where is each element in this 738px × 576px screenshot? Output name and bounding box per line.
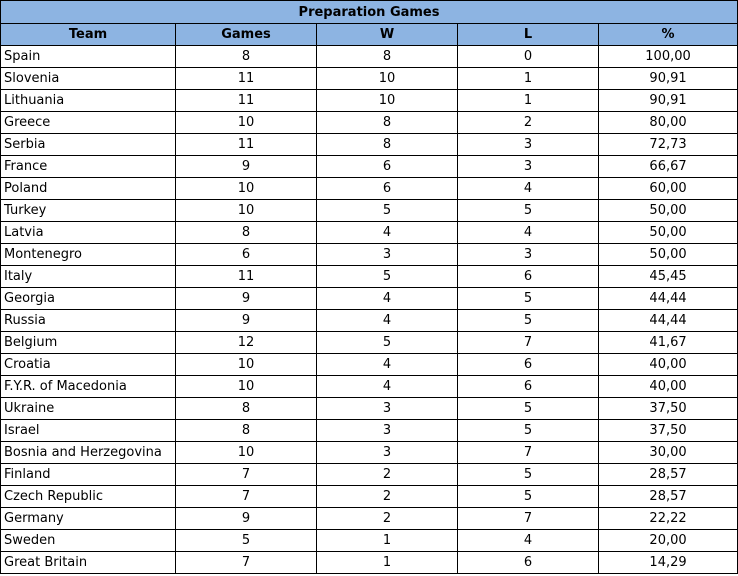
table-row: [1, 90, 738, 112]
wins-cell[interactable]: 1: [317, 552, 458, 574]
losses-cell[interactable]: 1: [458, 68, 599, 90]
losses-cell[interactable]: 5: [458, 420, 599, 442]
wins-cell[interactable]: 1: [317, 530, 458, 552]
losses-cell[interactable]: 3: [458, 244, 599, 266]
table-row: [1, 552, 738, 574]
percent-cell[interactable]: 50,00: [599, 222, 738, 244]
percent-cell[interactable]: 28,57: [599, 464, 738, 486]
wins-cell[interactable]: 8: [317, 134, 458, 156]
percent-cell[interactable]: 90,91: [599, 68, 738, 90]
table-row: [1, 354, 738, 376]
wins-cell[interactable]: 4: [317, 376, 458, 398]
table-row: [1, 486, 738, 508]
losses-cell[interactable]: 3: [458, 134, 599, 156]
games-cell[interactable]: 11: [176, 68, 317, 90]
games-cell[interactable]: 7: [176, 486, 317, 508]
column-header-losses[interactable]: L: [458, 24, 599, 46]
games-cell[interactable]: 10: [176, 376, 317, 398]
losses-cell[interactable]: 6: [458, 376, 599, 398]
wins-cell[interactable]: 6: [317, 156, 458, 178]
games-cell[interactable]: 9: [176, 288, 317, 310]
team-cell[interactable]: Sweden: [1, 530, 176, 552]
team-cell[interactable]: Bosnia and Herzegovina: [1, 442, 176, 464]
games-cell[interactable]: 11: [176, 266, 317, 288]
losses-cell[interactable]: 5: [458, 464, 599, 486]
percent-cell[interactable]: 66,67: [599, 156, 738, 178]
team-cell[interactable]: Italy: [1, 266, 176, 288]
games-cell[interactable]: 9: [176, 310, 317, 332]
games-cell[interactable]: 5: [176, 530, 317, 552]
percent-cell[interactable]: 40,00: [599, 376, 738, 398]
table-row: [1, 376, 738, 398]
column-header-team[interactable]: Team: [1, 24, 176, 46]
wins-cell[interactable]: 4: [317, 222, 458, 244]
losses-cell[interactable]: 3: [458, 156, 599, 178]
team-cell[interactable]: Ukraine: [1, 398, 176, 420]
team-cell[interactable]: Finland: [1, 464, 176, 486]
games-cell[interactable]: 11: [176, 90, 317, 112]
games-cell[interactable]: 11: [176, 134, 317, 156]
wins-cell[interactable]: 4: [317, 354, 458, 376]
table-row: [1, 530, 738, 552]
wins-cell[interactable]: 2: [317, 508, 458, 530]
table-row: [1, 442, 738, 464]
percent-cell[interactable]: 22,22: [599, 508, 738, 530]
wins-cell[interactable]: 6: [317, 178, 458, 200]
team-cell[interactable]: F.Y.R. of Macedonia: [1, 376, 176, 398]
percent-cell[interactable]: 37,50: [599, 398, 738, 420]
wins-cell[interactable]: 2: [317, 486, 458, 508]
losses-cell[interactable]: 6: [458, 552, 599, 574]
games-cell[interactable]: 8: [176, 222, 317, 244]
table-row: [1, 112, 738, 134]
table-row: [1, 288, 738, 310]
table-row: [1, 508, 738, 530]
losses-cell[interactable]: 0: [458, 46, 599, 68]
losses-cell[interactable]: 5: [458, 486, 599, 508]
table-body: [1, 46, 738, 574]
team-cell[interactable]: Great Britain: [1, 552, 176, 574]
wins-cell[interactable]: 10: [317, 68, 458, 90]
games-cell[interactable]: 8: [176, 46, 317, 68]
table-row: [1, 398, 738, 420]
wins-cell[interactable]: 2: [317, 464, 458, 486]
games-cell[interactable]: 9: [176, 508, 317, 530]
percent-cell[interactable]: 50,00: [599, 244, 738, 266]
table-title[interactable]: Preparation Games: [1, 1, 738, 24]
team-cell[interactable]: Poland: [1, 178, 176, 200]
table-row: [1, 266, 738, 288]
losses-cell[interactable]: 4: [458, 178, 599, 200]
team-cell[interactable]: Germany: [1, 508, 176, 530]
wins-cell[interactable]: 3: [317, 420, 458, 442]
percent-cell[interactable]: 37,50: [599, 420, 738, 442]
games-cell[interactable]: 10: [176, 200, 317, 222]
percent-cell[interactable]: 41,67: [599, 332, 738, 354]
team-cell[interactable]: Slovenia: [1, 68, 176, 90]
losses-cell[interactable]: 7: [458, 332, 599, 354]
table-row: [1, 200, 738, 222]
team-cell[interactable]: Montenegro: [1, 244, 176, 266]
percent-cell[interactable]: 50,00: [599, 200, 738, 222]
losses-cell[interactable]: 1: [458, 90, 599, 112]
wins-cell[interactable]: 8: [317, 46, 458, 68]
wins-cell[interactable]: 3: [317, 442, 458, 464]
percent-cell[interactable]: 80,00: [599, 112, 738, 134]
losses-cell[interactable]: 7: [458, 442, 599, 464]
team-cell[interactable]: Greece: [1, 112, 176, 134]
team-cell[interactable]: Lithuania: [1, 90, 176, 112]
team-cell[interactable]: Georgia: [1, 288, 176, 310]
wins-cell[interactable]: 3: [317, 244, 458, 266]
percent-cell[interactable]: 60,00: [599, 178, 738, 200]
games-cell[interactable]: 7: [176, 464, 317, 486]
games-cell[interactable]: 9: [176, 156, 317, 178]
losses-cell[interactable]: 6: [458, 266, 599, 288]
games-cell[interactable]: 12: [176, 332, 317, 354]
percent-cell[interactable]: 90,91: [599, 90, 738, 112]
team-cell[interactable]: Croatia: [1, 354, 176, 376]
losses-cell[interactable]: 2: [458, 112, 599, 134]
percent-cell[interactable]: 44,44: [599, 288, 738, 310]
table-row: [1, 244, 738, 266]
table-row: [1, 134, 738, 156]
table-row: [1, 310, 738, 332]
team-cell[interactable]: Serbia: [1, 134, 176, 156]
percent-cell[interactable]: 45,45: [599, 266, 738, 288]
table-row: [1, 332, 738, 354]
team-cell[interactable]: Russia: [1, 310, 176, 332]
table-row: [1, 68, 738, 90]
losses-cell[interactable]: 4: [458, 530, 599, 552]
percent-cell[interactable]: 40,00: [599, 354, 738, 376]
table-row: [1, 156, 738, 178]
games-cell[interactable]: 8: [176, 420, 317, 442]
losses-cell[interactable]: 4: [458, 222, 599, 244]
games-cell[interactable]: 8: [176, 398, 317, 420]
table-row: [1, 178, 738, 200]
percent-cell[interactable]: 72,73: [599, 134, 738, 156]
games-cell[interactable]: 10: [176, 442, 317, 464]
team-cell[interactable]: Spain: [1, 46, 176, 68]
wins-cell[interactable]: 8: [317, 112, 458, 134]
header-row: [1, 24, 738, 46]
percent-cell[interactable]: 28,57: [599, 486, 738, 508]
wins-cell[interactable]: 5: [317, 266, 458, 288]
team-cell[interactable]: Israel: [1, 420, 176, 442]
games-cell[interactable]: 10: [176, 178, 317, 200]
percent-cell[interactable]: 44,44: [599, 310, 738, 332]
games-cell[interactable]: 7: [176, 552, 317, 574]
wins-cell[interactable]: 3: [317, 398, 458, 420]
percent-cell[interactable]: 100,00: [599, 46, 738, 68]
losses-cell[interactable]: 5: [458, 200, 599, 222]
percent-cell[interactable]: 20,00: [599, 530, 738, 552]
losses-cell[interactable]: 5: [458, 398, 599, 420]
losses-cell[interactable]: 5: [458, 288, 599, 310]
team-cell[interactable]: Czech Republic: [1, 486, 176, 508]
wins-cell[interactable]: 5: [317, 200, 458, 222]
team-cell[interactable]: Latvia: [1, 222, 176, 244]
wins-cell[interactable]: 4: [317, 288, 458, 310]
losses-cell[interactable]: 7: [458, 508, 599, 530]
column-header-percent[interactable]: %: [599, 24, 738, 46]
games-cell[interactable]: 10: [176, 112, 317, 134]
wins-cell[interactable]: 5: [317, 332, 458, 354]
table-row: [1, 420, 738, 442]
losses-cell[interactable]: 6: [458, 354, 599, 376]
losses-cell[interactable]: 5: [458, 310, 599, 332]
games-cell[interactable]: 6: [176, 244, 317, 266]
title-row: [1, 1, 738, 24]
wins-cell[interactable]: 10: [317, 90, 458, 112]
column-header-games[interactable]: Games: [176, 24, 317, 46]
team-cell[interactable]: Belgium: [1, 332, 176, 354]
column-header-wins[interactable]: W: [317, 24, 458, 46]
team-cell[interactable]: Turkey: [1, 200, 176, 222]
games-cell[interactable]: 10: [176, 354, 317, 376]
table-row: [1, 222, 738, 244]
percent-cell[interactable]: 14,29: [599, 552, 738, 574]
table-row: [1, 464, 738, 486]
percent-cell[interactable]: 30,00: [599, 442, 738, 464]
wins-cell[interactable]: 4: [317, 310, 458, 332]
team-cell[interactable]: France: [1, 156, 176, 178]
table-row: [1, 46, 738, 68]
